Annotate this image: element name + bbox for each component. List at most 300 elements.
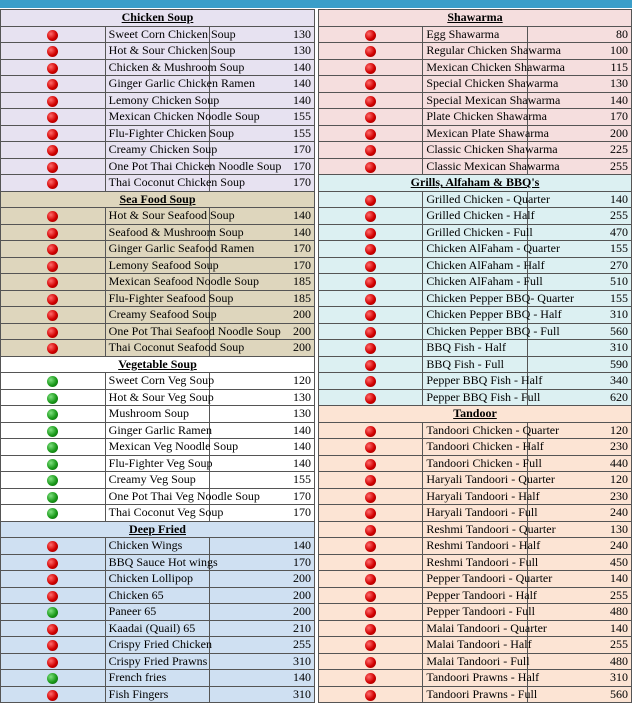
item-name: Thai Coconut Chicken Soup — [105, 175, 210, 192]
item-marker-cell — [1, 604, 106, 621]
item-name: Haryali Tandoori - Half — [423, 488, 527, 505]
item-price: 200 — [210, 307, 315, 324]
non-veg-dot-icon — [365, 96, 376, 107]
top-bar — [0, 0, 632, 8]
item-marker-cell — [319, 554, 423, 571]
item-marker-cell — [1, 175, 106, 192]
non-veg-dot-icon — [47, 657, 58, 668]
item-price: 120 — [527, 422, 631, 439]
non-veg-dot-icon — [47, 79, 58, 90]
menu-item-row — [1, 571, 315, 588]
item-name: One Pot Thai Chicken Noodle Soup — [105, 158, 210, 175]
item-price: 140 — [527, 620, 631, 637]
item-marker-cell — [319, 637, 423, 654]
item-marker-cell — [319, 373, 423, 390]
item-name: Haryali Tandoori - Quarter — [423, 472, 527, 489]
item-price: 80 — [527, 26, 631, 43]
menu-item-row — [1, 158, 315, 175]
item-price: 450 — [527, 554, 631, 571]
item-price: 200 — [210, 587, 315, 604]
item-price: 140 — [210, 439, 315, 456]
item-marker-cell — [319, 505, 423, 522]
item-price: 185 — [210, 290, 315, 307]
non-veg-dot-icon — [47, 640, 58, 651]
non-veg-dot-icon — [47, 129, 58, 140]
menu-item-row — [1, 389, 315, 406]
item-name: Flu-Fighter Veg Soup — [105, 455, 210, 472]
item-price: 120 — [210, 373, 315, 390]
non-veg-dot-icon — [47, 30, 58, 41]
item-name: Chicken Pepper BBQ - Full — [423, 323, 527, 340]
item-marker-cell — [1, 620, 106, 637]
menu-item-row — [1, 373, 315, 390]
item-name: Egg Shawarma — [423, 26, 527, 43]
left-column — [0, 9, 315, 703]
item-price: 115 — [527, 59, 631, 76]
menu-item-row — [319, 92, 632, 109]
menu-item-row — [319, 670, 632, 687]
item-marker-cell — [319, 92, 423, 109]
non-veg-dot-icon — [365, 261, 376, 272]
non-veg-dot-icon — [47, 63, 58, 74]
item-price: 130 — [210, 389, 315, 406]
item-price: 140 — [527, 571, 631, 588]
item-marker-cell — [1, 488, 106, 505]
menu-item-row — [1, 653, 315, 670]
item-price: 255 — [527, 158, 631, 175]
non-veg-dot-icon — [47, 244, 58, 255]
item-name: Plate Chicken Shawarma — [423, 109, 527, 126]
non-veg-dot-icon — [47, 327, 58, 338]
item-marker-cell — [319, 604, 423, 621]
item-price: 140 — [210, 422, 315, 439]
item-price: 230 — [527, 439, 631, 456]
non-veg-dot-icon — [365, 591, 376, 602]
item-price: 310 — [527, 307, 631, 324]
non-veg-dot-icon — [365, 112, 376, 123]
item-marker-cell — [1, 373, 106, 390]
item-price: 510 — [527, 274, 631, 291]
item-name: Pepper BBQ Fish - Full — [423, 389, 527, 406]
item-marker-cell — [1, 109, 106, 126]
item-price: 310 — [210, 686, 315, 703]
veg-dot-icon — [47, 459, 58, 470]
item-marker-cell — [1, 158, 106, 175]
non-veg-dot-icon — [365, 343, 376, 354]
veg-dot-icon — [47, 492, 58, 503]
right-column — [318, 9, 632, 703]
section-title-tandoor: Tandoor — [319, 406, 632, 423]
non-veg-dot-icon — [47, 162, 58, 173]
non-veg-dot-icon — [47, 96, 58, 107]
item-price: 170 — [210, 241, 315, 258]
non-veg-dot-icon — [365, 195, 376, 206]
menu-item-row — [1, 620, 315, 637]
menu-item-row — [1, 175, 315, 192]
item-name: Mexican Veg Noodle Soup — [105, 439, 210, 456]
menu-item-row — [1, 125, 315, 142]
veg-dot-icon — [47, 409, 58, 420]
item-marker-cell — [1, 307, 106, 324]
menu-item-row — [319, 43, 632, 60]
menu-item-row — [1, 505, 315, 522]
item-price: 140 — [527, 191, 631, 208]
item-marker-cell — [1, 26, 106, 43]
menu-item-row — [1, 406, 315, 423]
item-name: Fish Fingers — [105, 686, 210, 703]
item-price: 480 — [527, 604, 631, 621]
item-price: 170 — [210, 175, 315, 192]
menu-item-row — [319, 488, 632, 505]
menu-item-row — [1, 26, 315, 43]
non-veg-dot-icon — [47, 624, 58, 635]
item-price: 560 — [527, 686, 631, 703]
item-name: Chicken AlFaham - Quarter — [423, 241, 527, 258]
menu-item-row — [319, 356, 632, 373]
veg-dot-icon — [47, 607, 58, 618]
item-name: Hot & Sour Veg Soup — [105, 389, 210, 406]
item-marker-cell — [319, 422, 423, 439]
item-name: Ginger Garlic Seafood Ramen — [105, 241, 210, 258]
menu-item-row — [1, 307, 315, 324]
item-name: Crispy Fried Chicken — [105, 637, 210, 654]
menu-item-row — [1, 224, 315, 241]
item-name: Kaadai (Quail) 65 — [105, 620, 210, 637]
item-name: Tandoori Chicken - Full — [423, 455, 527, 472]
item-name: Pepper Tandoori - Half — [423, 587, 527, 604]
item-price: 130 — [210, 43, 315, 60]
item-marker-cell — [1, 571, 106, 588]
item-price: 140 — [210, 538, 315, 555]
non-veg-dot-icon — [365, 63, 376, 74]
item-name: Haryali Tandoori - Full — [423, 505, 527, 522]
non-veg-dot-icon — [47, 178, 58, 189]
menu-item-row — [319, 637, 632, 654]
item-name: Grilled Chicken - Quarter — [423, 191, 527, 208]
item-price: 130 — [210, 26, 315, 43]
item-price: 170 — [210, 554, 315, 571]
menu-item-row — [319, 538, 632, 555]
menu-item-row — [1, 455, 315, 472]
menu-item-row — [1, 142, 315, 159]
menu-item-row — [319, 439, 632, 456]
item-name: Thai Coconut Veg Soup — [105, 505, 210, 522]
menu-item-row — [319, 59, 632, 76]
menu-item-row — [319, 472, 632, 489]
non-veg-dot-icon — [365, 657, 376, 668]
item-name: Sweet Corn Chicken Soup — [105, 26, 210, 43]
menu-item-row — [319, 422, 632, 439]
item-marker-cell — [319, 76, 423, 93]
item-name: Pepper Tandoori - Full — [423, 604, 527, 621]
menu-item-row — [319, 76, 632, 93]
item-price: 155 — [210, 125, 315, 142]
item-marker-cell — [1, 670, 106, 687]
item-name: Chicken AlFaham - Full — [423, 274, 527, 291]
item-marker-cell — [1, 290, 106, 307]
non-veg-dot-icon — [47, 211, 58, 222]
item-marker-cell — [1, 406, 106, 423]
item-price: 255 — [210, 637, 315, 654]
item-price: 560 — [527, 323, 631, 340]
item-marker-cell — [1, 455, 106, 472]
item-price: 170 — [210, 488, 315, 505]
item-marker-cell — [1, 92, 106, 109]
item-price: 480 — [527, 653, 631, 670]
menu-item-row — [1, 290, 315, 307]
item-marker-cell — [319, 307, 423, 324]
menu-item-row — [1, 323, 315, 340]
non-veg-dot-icon — [365, 79, 376, 90]
menu-item-row — [1, 538, 315, 555]
non-veg-dot-icon — [365, 46, 376, 57]
menu-item-row — [319, 307, 632, 324]
item-name: Malai Tandoori - Quarter — [423, 620, 527, 637]
item-price: 170 — [210, 505, 315, 522]
non-veg-dot-icon — [365, 558, 376, 569]
menu-item-row — [1, 488, 315, 505]
non-veg-dot-icon — [47, 558, 58, 569]
item-marker-cell — [319, 26, 423, 43]
menu-item-row — [1, 109, 315, 126]
item-name: Ginger Garlic Ramen — [105, 422, 210, 439]
item-name: Grilled Chicken - Half — [423, 208, 527, 225]
item-marker-cell — [1, 587, 106, 604]
item-name: Classic Mexican Shawarma — [423, 158, 527, 175]
item-price: 470 — [527, 224, 631, 241]
item-name: Mexican Plate Shawarma — [423, 125, 527, 142]
item-price: 170 — [527, 109, 631, 126]
item-price: 140 — [210, 224, 315, 241]
item-name: Chicken AlFaham - Half — [423, 257, 527, 274]
item-name: Special Chicken Shawarma — [423, 76, 527, 93]
item-price: 255 — [527, 637, 631, 654]
item-marker-cell — [1, 224, 106, 241]
veg-dot-icon — [47, 475, 58, 486]
item-marker-cell — [319, 191, 423, 208]
menu-item-row — [1, 274, 315, 291]
menu-item-row — [1, 59, 315, 76]
menu-item-row — [319, 257, 632, 274]
item-name: Pepper Tandoori - Quarter — [423, 571, 527, 588]
section-header-row — [1, 356, 315, 373]
item-marker-cell — [319, 488, 423, 505]
non-veg-dot-icon — [47, 277, 58, 288]
item-marker-cell — [1, 125, 106, 142]
section-header-row — [319, 175, 632, 192]
item-marker-cell — [319, 587, 423, 604]
item-marker-cell — [319, 142, 423, 159]
right-menu-table — [318, 9, 632, 703]
non-veg-dot-icon — [365, 475, 376, 486]
item-marker-cell — [1, 389, 106, 406]
item-name: Paneer 65 — [105, 604, 210, 621]
item-name: Reshmi Tandoori - Quarter — [423, 521, 527, 538]
non-veg-dot-icon — [365, 492, 376, 503]
item-marker-cell — [319, 125, 423, 142]
non-veg-dot-icon — [47, 690, 58, 701]
non-veg-dot-icon — [47, 574, 58, 585]
menu-item-row — [1, 340, 315, 357]
menu-item-row — [319, 653, 632, 670]
menu-item-row — [1, 439, 315, 456]
item-price: 140 — [527, 92, 631, 109]
menu-item-row — [1, 604, 315, 621]
item-name: Flu-Fighter Seafood Soup — [105, 290, 210, 307]
menu-item-row — [319, 587, 632, 604]
section-title-grills-alfaham-bbq-s: Grills, Alfaham & BBQ's — [319, 175, 632, 192]
item-name: Tandoori Chicken - Quarter — [423, 422, 527, 439]
item-name: Seafood & Mushroom Soup — [105, 224, 210, 241]
veg-dot-icon — [47, 376, 58, 387]
item-name: One Pot Thai Veg Noodle Soup — [105, 488, 210, 505]
item-name: Tandoori Prawns - Half — [423, 670, 527, 687]
item-name: BBQ Fish - Half — [423, 340, 527, 357]
item-marker-cell — [1, 241, 106, 258]
item-name: Ginger Garlic Chicken Ramen — [105, 76, 210, 93]
item-price: 240 — [527, 538, 631, 555]
item-name: French fries — [105, 670, 210, 687]
item-price: 170 — [210, 142, 315, 159]
menu-item-row — [319, 521, 632, 538]
item-price: 140 — [210, 455, 315, 472]
item-name: Chicken Lollipop — [105, 571, 210, 588]
non-veg-dot-icon — [47, 145, 58, 156]
section-title-shawarma: Shawarma — [319, 10, 632, 27]
non-veg-dot-icon — [365, 211, 376, 222]
item-marker-cell — [1, 142, 106, 159]
item-marker-cell — [1, 257, 106, 274]
item-name: Regular Chicken Shawarma — [423, 43, 527, 60]
section-header-row — [1, 191, 315, 208]
item-price: 200 — [210, 340, 315, 357]
item-marker-cell — [1, 505, 106, 522]
item-price: 155 — [527, 290, 631, 307]
item-price: 225 — [527, 142, 631, 159]
item-marker-cell — [319, 389, 423, 406]
item-price: 210 — [210, 620, 315, 637]
item-marker-cell — [1, 340, 106, 357]
menu-item-row — [319, 191, 632, 208]
item-price: 200 — [210, 323, 315, 340]
item-price: 310 — [527, 670, 631, 687]
item-marker-cell — [319, 538, 423, 555]
item-price: 140 — [210, 59, 315, 76]
item-name: Crispy Fried Prawns — [105, 653, 210, 670]
item-marker-cell — [1, 43, 106, 60]
item-name: Flu-Fighter Chicken Soup — [105, 125, 210, 142]
non-veg-dot-icon — [365, 442, 376, 453]
menu-item-row — [319, 340, 632, 357]
item-marker-cell — [319, 686, 423, 703]
menu-item-row — [319, 224, 632, 241]
item-name: Grilled Chicken - Full — [423, 224, 527, 241]
non-veg-dot-icon — [365, 228, 376, 239]
item-price: 140 — [210, 208, 315, 225]
menu-item-row — [1, 257, 315, 274]
item-price: 130 — [527, 76, 631, 93]
item-marker-cell — [1, 653, 106, 670]
menu-item-row — [1, 670, 315, 687]
menu-item-row — [319, 604, 632, 621]
non-veg-dot-icon — [47, 228, 58, 239]
non-veg-dot-icon — [365, 673, 376, 684]
non-veg-dot-icon — [365, 640, 376, 651]
veg-dot-icon — [47, 393, 58, 404]
menu-item-row — [1, 686, 315, 703]
item-marker-cell — [1, 472, 106, 489]
item-marker-cell — [1, 554, 106, 571]
menu-item-row — [319, 158, 632, 175]
item-marker-cell — [1, 274, 106, 291]
item-price: 140 — [210, 76, 315, 93]
item-name: Chicken Pepper BBQ- Quarter — [423, 290, 527, 307]
menu-item-row — [319, 620, 632, 637]
item-name: One Pot Thai Seafood Noodle Soup — [105, 323, 210, 340]
menu-item-row — [319, 554, 632, 571]
menu-item-row — [1, 587, 315, 604]
item-marker-cell — [319, 208, 423, 225]
veg-dot-icon — [47, 442, 58, 453]
item-price: 155 — [210, 472, 315, 489]
item-name: Mexican Chicken Noodle Soup — [105, 109, 210, 126]
item-marker-cell — [319, 109, 423, 126]
item-price: 140 — [210, 670, 315, 687]
section-header-row — [319, 406, 632, 423]
non-veg-dot-icon — [365, 327, 376, 338]
non-veg-dot-icon — [365, 574, 376, 585]
section-title-sea-food-soup: Sea Food Soup — [1, 191, 315, 208]
item-price: 130 — [527, 521, 631, 538]
non-veg-dot-icon — [365, 508, 376, 519]
item-price: 255 — [527, 208, 631, 225]
item-marker-cell — [319, 521, 423, 538]
non-veg-dot-icon — [365, 145, 376, 156]
non-veg-dot-icon — [47, 310, 58, 321]
non-veg-dot-icon — [365, 30, 376, 41]
item-name: Classic Chicken Shawarma — [423, 142, 527, 159]
non-veg-dot-icon — [365, 294, 376, 305]
menu-item-row — [1, 43, 315, 60]
item-marker-cell — [319, 356, 423, 373]
menu-item-row — [319, 505, 632, 522]
item-marker-cell — [319, 620, 423, 637]
item-marker-cell — [319, 340, 423, 357]
item-marker-cell — [319, 43, 423, 60]
non-veg-dot-icon — [47, 294, 58, 305]
non-veg-dot-icon — [365, 459, 376, 470]
item-price: 590 — [527, 356, 631, 373]
item-price: 155 — [527, 241, 631, 258]
item-marker-cell — [319, 439, 423, 456]
menu-item-row — [1, 637, 315, 654]
item-price: 310 — [527, 340, 631, 357]
item-name: Malai Tandoori - Half — [423, 637, 527, 654]
item-price: 200 — [210, 604, 315, 621]
menu-item-row — [319, 109, 632, 126]
item-marker-cell — [319, 670, 423, 687]
item-marker-cell — [319, 241, 423, 258]
veg-dot-icon — [47, 426, 58, 437]
item-marker-cell — [319, 455, 423, 472]
item-price: 255 — [527, 587, 631, 604]
non-veg-dot-icon — [365, 129, 376, 140]
item-marker-cell — [1, 323, 106, 340]
item-name: Hot & Sour Chicken Soup — [105, 43, 210, 60]
item-name: Mexican Seafood Noodle Soup — [105, 274, 210, 291]
item-price: 310 — [210, 653, 315, 670]
menu-item-row — [1, 241, 315, 258]
